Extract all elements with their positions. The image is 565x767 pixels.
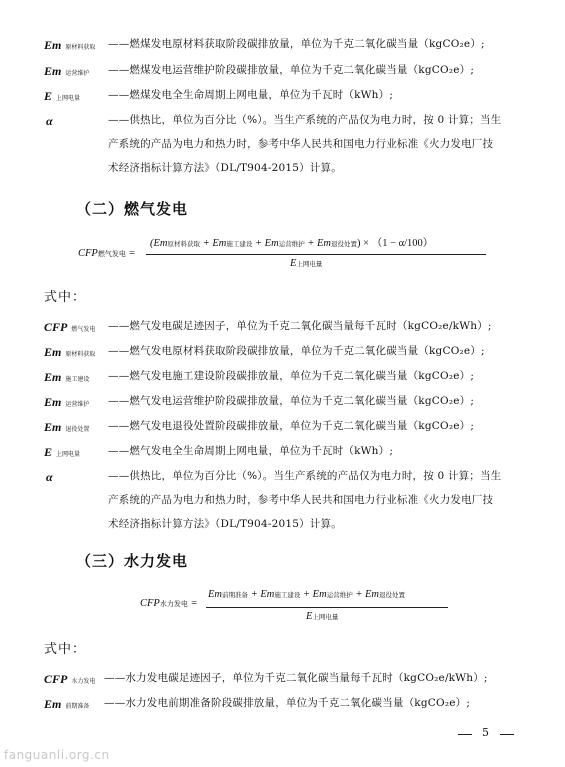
def-coal-operation-text: ——燃煤发电运营维护阶段碳排放量，单位为千克二氧化碳当量（kgCO₂e）; <box>108 64 475 76</box>
def-coal-grid-electricity <box>44 85 80 104</box>
def-gas-grid-electricity: E上网电量 <box>44 445 81 459</box>
def-gas-grid-electricity-text: ——燃气发电全生命周期上网电量，单位为千瓦时（kWh）; <box>108 445 394 457</box>
def-hydro-preparation-text: ——水力发电前期准备阶段碳排放量，单位为千克二氧化碳当量（kgCO₂e）; <box>104 697 471 709</box>
def-hydro-cfp-text: ——水力发电碳足迹因子，单位为千克二氧化碳当量每千瓦时（kgCO₂e/kWh）; <box>104 672 488 684</box>
label-where-hydro: 式中： <box>44 642 87 657</box>
def-gas-alpha-text: ——供热比，单位为百分比（%）。当生产系统的产品仅为电力时，按 0 计算；当生 <box>108 470 502 482</box>
def-gas-alpha: α <box>46 470 53 484</box>
def-gas-raw-material: Em 原材料获取 <box>44 345 96 359</box>
def-coal-alpha-cont-2: 术经济指标计算方法》（DL/T904-2015）计算。 <box>108 162 342 174</box>
def-coal-alpha-cont-1: 产系统的产品为电力和热力时，参考中华人民共和国电力行业标准《火力发电厂技 <box>108 138 494 150</box>
def-hydro-preparation: Em 前期准备 <box>44 697 90 711</box>
def-coal-raw-material <box>44 34 95 53</box>
def-gas-operation: Em 运营维护 <box>44 395 90 409</box>
label-where-gas: 式中： <box>44 290 87 305</box>
formula-gas-denominator: E上网电量 <box>290 258 323 269</box>
def-coal-alpha: α <box>46 114 53 128</box>
def-gas-operation-text: ——燃气发电运营维护阶段碳排放量，单位为千克二氧化碳当量（kgCO₂e）; <box>108 395 475 407</box>
symbol: Em 运营维护 <box>44 64 90 78</box>
formula-hydro-fraction-bar <box>206 607 448 608</box>
def-coal-grid-electricity-text: ——燃煤发电全生命周期上网电量，单位为千瓦时（kWh）; <box>108 89 394 101</box>
def-gas-cfp: CFP 燃气发电 <box>44 320 96 334</box>
page-number-dash-right <box>500 734 514 735</box>
page-number: 5 <box>482 726 489 739</box>
def-gas-alpha-cont-2: 术经济指标计算方法》（DL/T904-2015）计算。 <box>108 518 342 530</box>
section-heading-hydro: （三）水力发电 <box>76 552 189 570</box>
symbol: E上网电量 <box>44 89 81 103</box>
page-number-dash-left <box>458 734 472 735</box>
formula-hydro-denominator: E上网电量 <box>306 611 339 622</box>
def-coal-alpha-text: ——供热比，单位为百分比（%）。当生产系统的产品仅为电力时，按 0 计算；当生 <box>108 114 502 126</box>
formula-gas-lhs: CFP燃气发电 = <box>78 248 136 259</box>
def-hydro-cfp: CFP 水力发电 <box>44 672 96 686</box>
watermark: fanguanli.org.cn <box>4 748 110 762</box>
def-coal-operation <box>44 60 89 79</box>
formula-hydro-lhs: CFP水力发电 = <box>140 598 198 609</box>
def-gas-construction-text: ——燃气发电施工建设阶段碳排放量，单位为千克二氧化碳当量（kgCO₂e）; <box>108 370 475 382</box>
formula-gas-fraction-bar <box>146 254 486 255</box>
formula-hydro-numerator: Em前期准备 + Em施工建设 + Em运营维护 + Em退役处置 <box>208 589 406 600</box>
def-gas-raw-material-text: ——燃气发电原材料获取阶段碳排放量，单位为千克二氧化碳当量（kgCO₂e）; <box>108 345 485 357</box>
def-gas-decommission: Em 退役处置 <box>44 420 90 434</box>
def-coal-raw-material-text: ——燃煤发电原材料获取阶段碳排放量，单位为千克二氧化碳当量（kgCO₂e）; <box>108 38 485 50</box>
def-gas-cfp-text: ——燃气发电碳足迹因子，单位为千克二氧化碳当量每千瓦时（kgCO₂e/kWh）; <box>108 320 492 332</box>
def-gas-decommission-text: ——燃气发电退役处置阶段碳排放量，单位为千克二氧化碳当量（kgCO₂e）; <box>108 420 475 432</box>
formula-gas-numerator: (Em原材料获取 + Em施工建设 + Em运营维护 + Em退役处置) × （1 − α/100） <box>150 238 434 249</box>
symbol: Em 原材料获取 <box>44 38 96 52</box>
section-heading-gas: （二）燃气发电 <box>76 200 189 218</box>
def-gas-alpha-cont-1: 产系统的产品为电力和热力时，参考中华人民共和国电力行业标准《火力发电厂技 <box>108 494 494 506</box>
def-gas-construction: Em 施工建设 <box>44 370 90 384</box>
